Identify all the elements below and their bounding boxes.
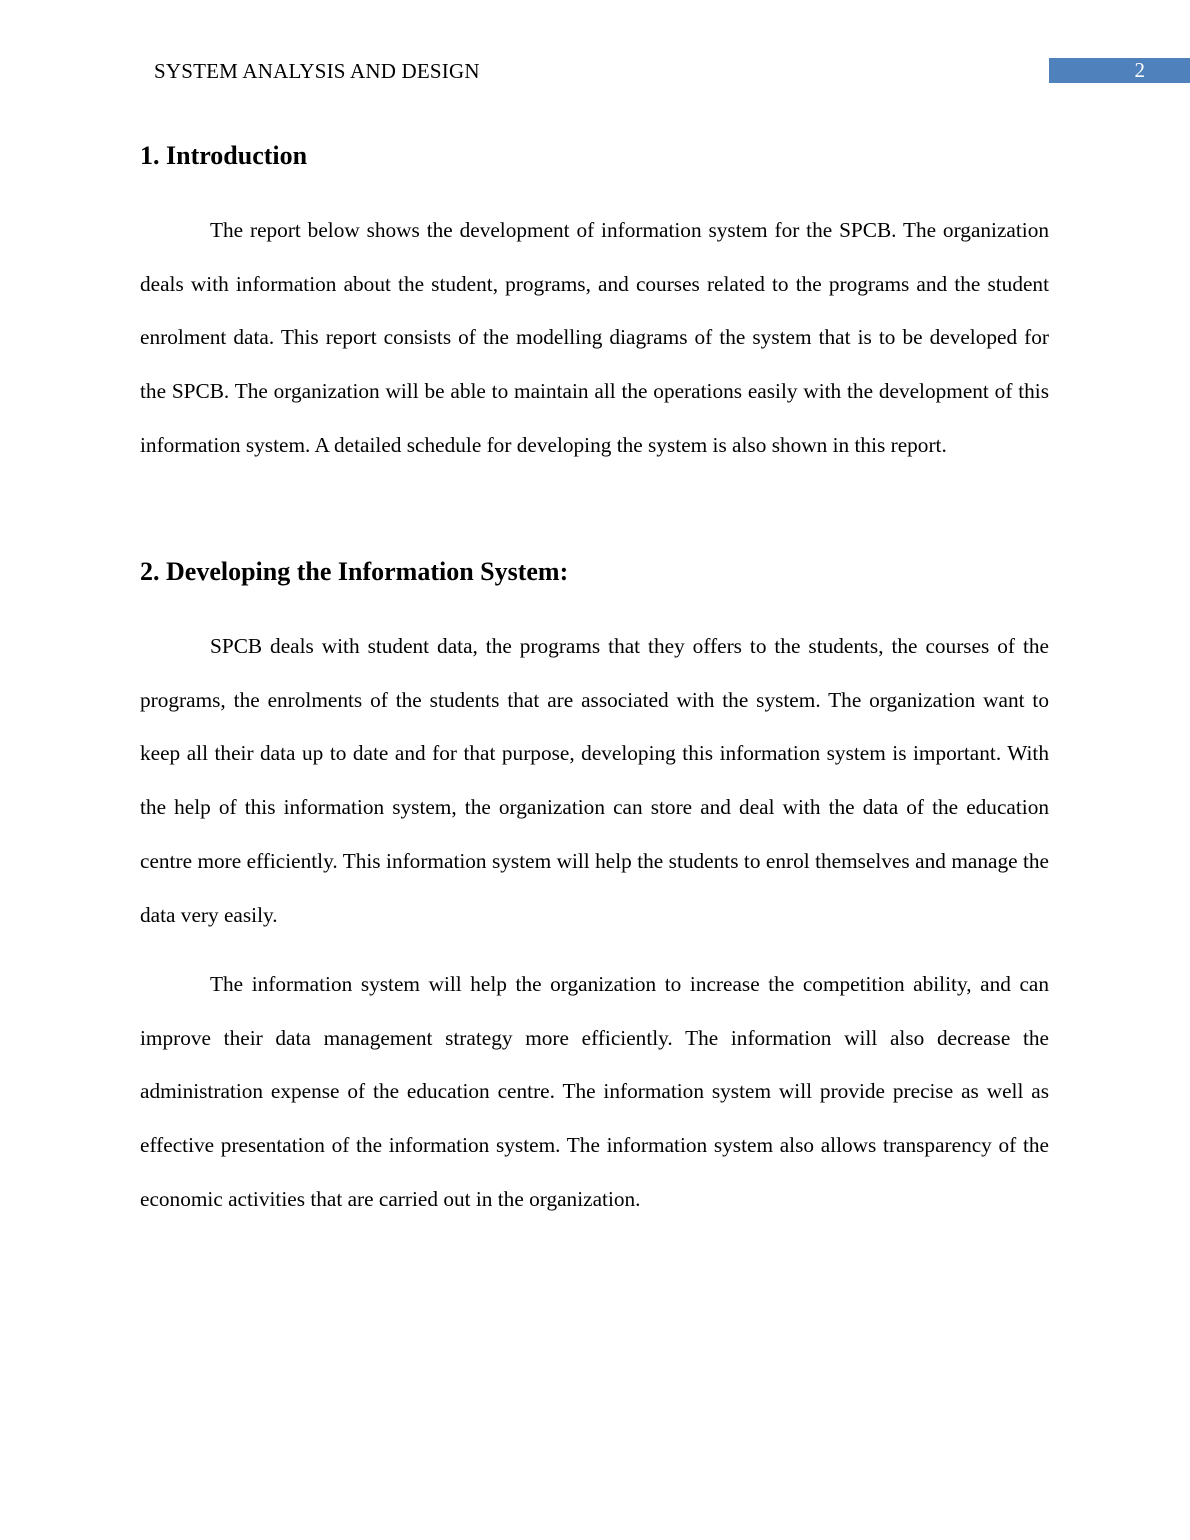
running-head-title: SYSTEM ANALYSIS AND DESIGN	[154, 59, 480, 83]
paragraph-developing-2: The information system will help the organization to increase the competition ability, and can improve their data management strategy more efficiently. The information will also decrease the administration expense of the education centre. The information system will provide precise as well as effective presentation of the information system. The information system also allows transparency of the economic activities that are carried out in the organization.	[140, 972, 1049, 1211]
paragraph-introduction: The report below shows the development of information system for the SPCB. The organization deals with information about the student, programs, and courses related to the programs and the student enrolment data. This report consists of the modelling diagrams of the system that is to be developed for the SPCB. The organization will be able to maintain all the operations easily with the development of this information system. A detailed schedule for developing the system is also shown in this report.	[140, 218, 1049, 457]
section-heading-developing-information-system: 2. Developing the Information System:	[140, 557, 569, 586]
page-number: 2	[1049, 58, 1190, 83]
paragraph-developing-1: SPCB deals with student data, the programs that they offers to the students, the courses of the programs, the enrolments of the students that are associated with the system. The organization want to keep all their data up to date and for that purpose, developing this information system is important. With the help of this information system, the organization can store and deal with the data of the education centre more efficiently. This information system will help the students to enrol themselves and manage the data very easily.	[140, 634, 1049, 927]
section-heading-introduction: 1. Introduction	[140, 141, 308, 170]
